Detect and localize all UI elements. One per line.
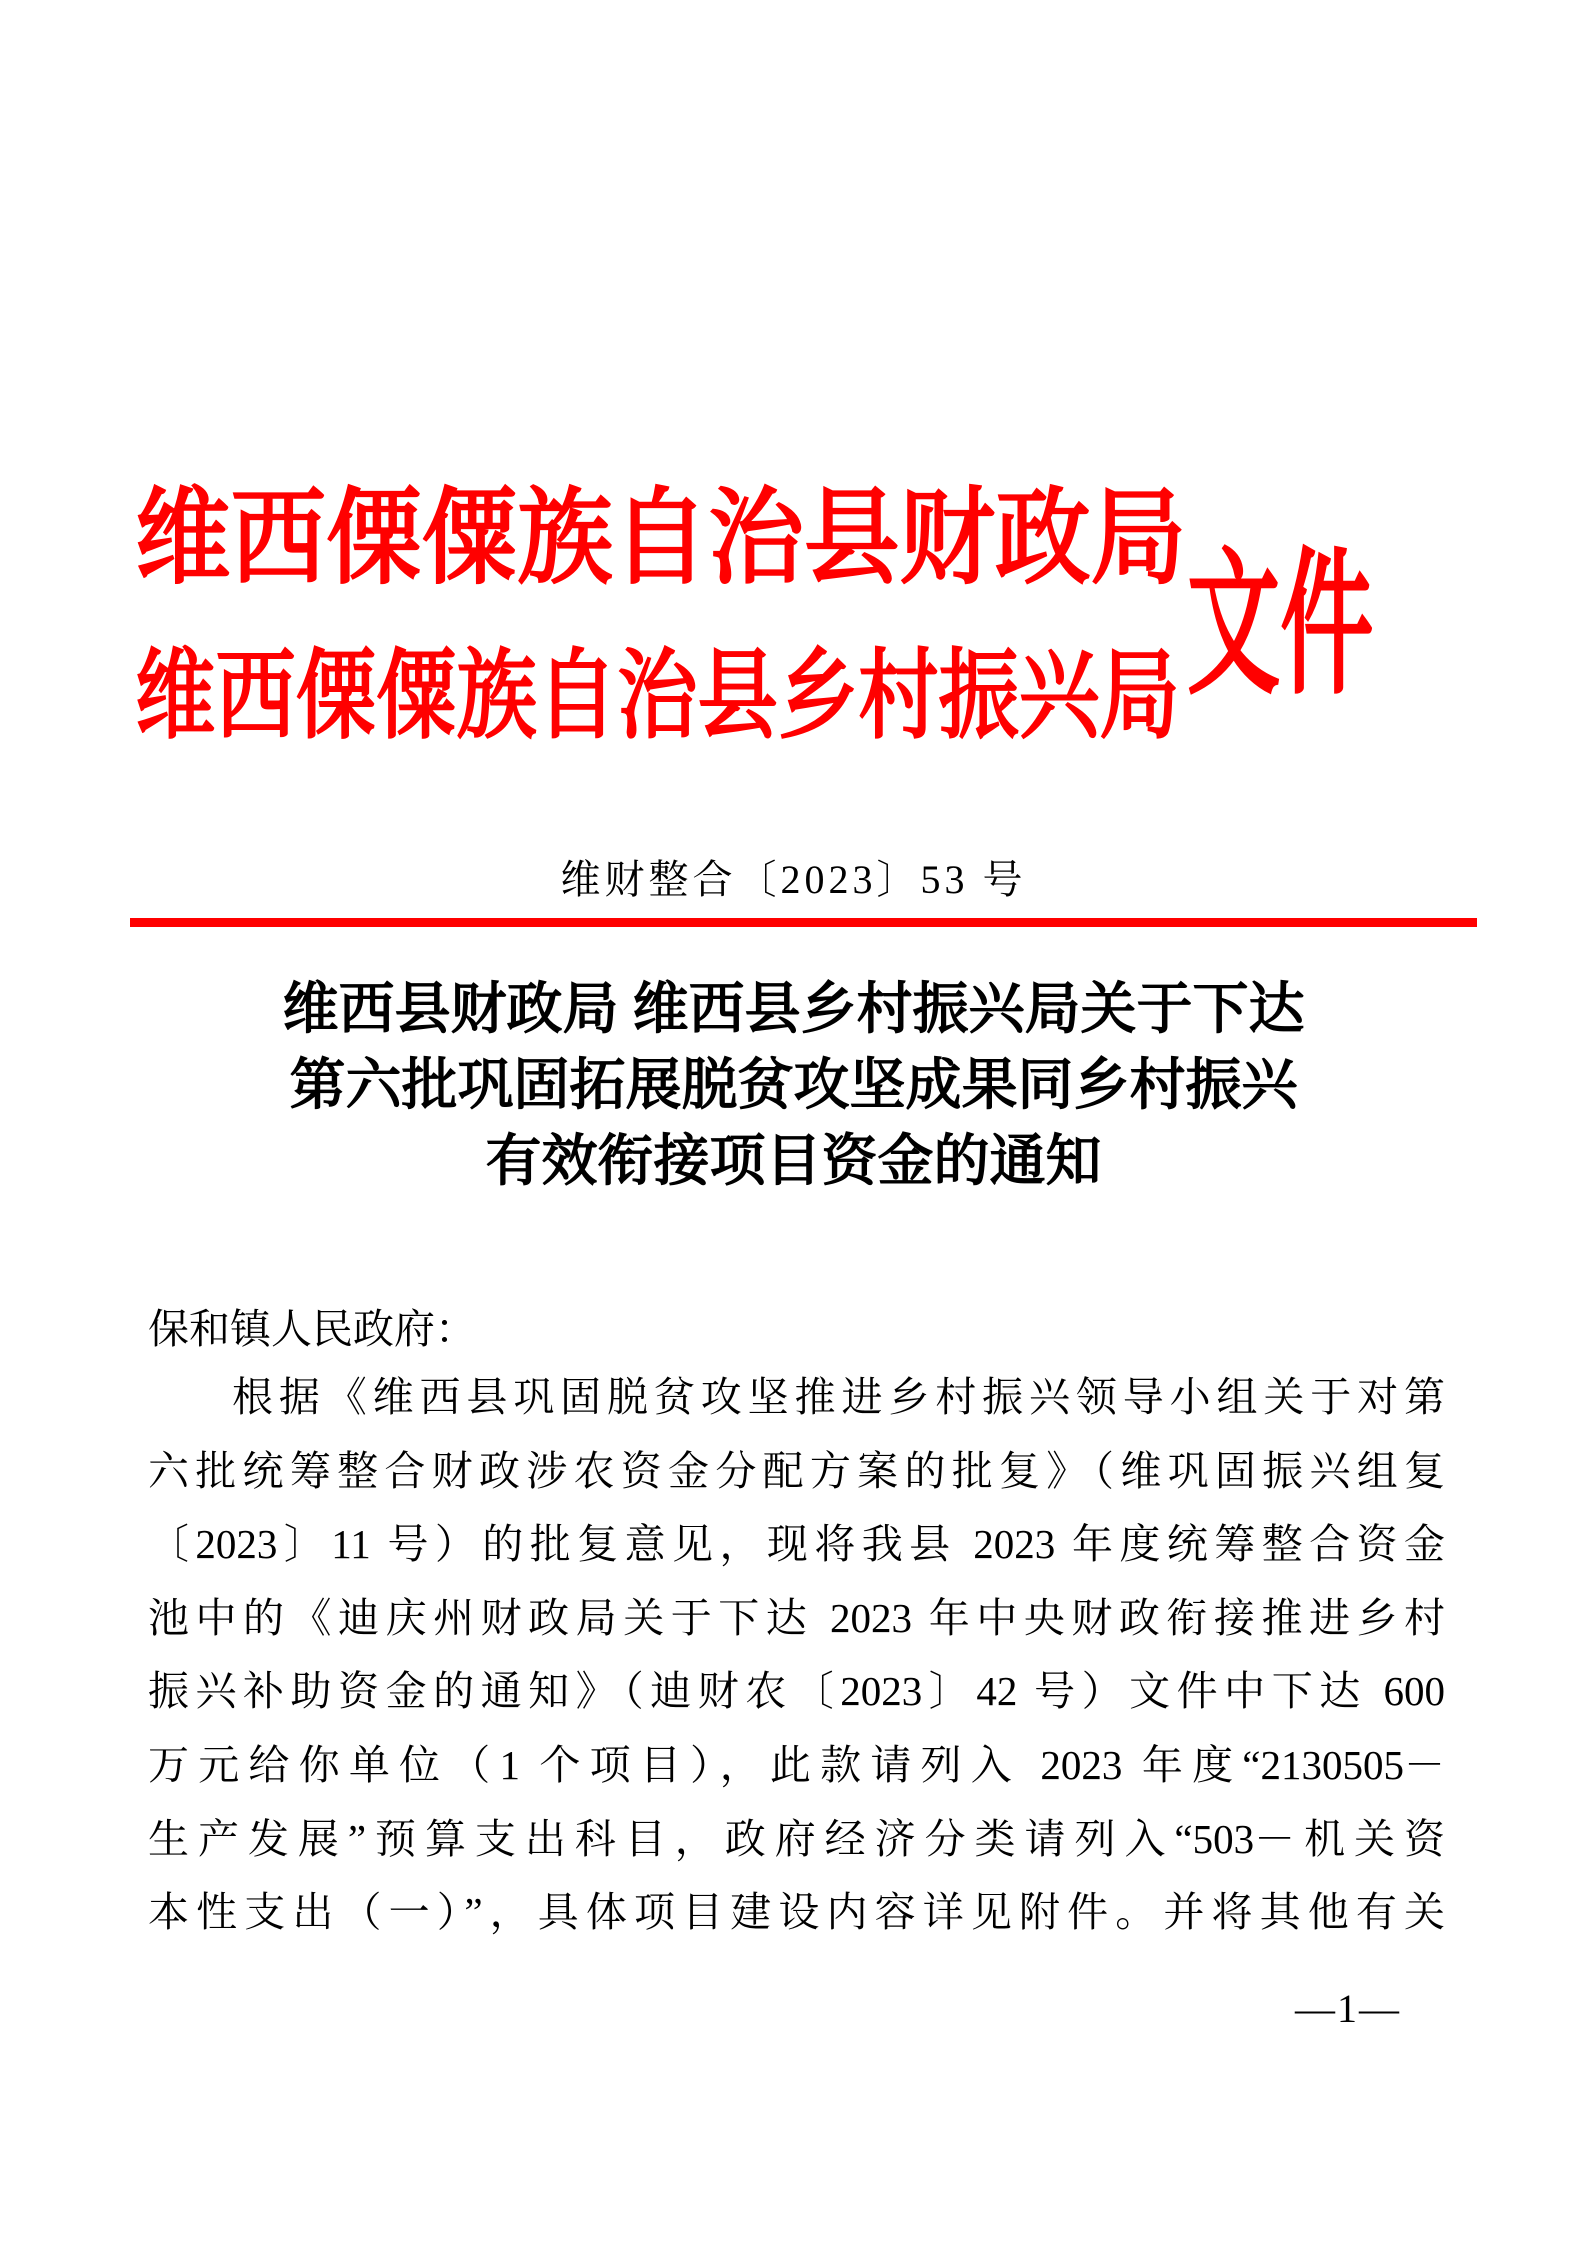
page-number: —1— xyxy=(1295,1986,1401,2031)
body-paragraph xyxy=(148,1361,1445,1950)
body-line: 六批统筹整合财政涉农资金分配方案的批复》（维巩固振兴组复 xyxy=(148,1447,1445,1494)
recipient-line: 保和镇人民政府： xyxy=(148,1306,476,1352)
title-line-2: 第六批巩固拓展脱贫攻坚成果同乡村振兴 xyxy=(289,1055,1298,1117)
body-line: 本性支出（一）”，具体项目建设内容详见附件。并将其他有关 xyxy=(148,1889,1445,1936)
document-title xyxy=(0,972,1587,1200)
body-line: 万元给你单位（1 个项目），此款请列入 2023 年度“2130505－ xyxy=(148,1741,1445,1788)
reference-number: 维财整合〔2023〕53 号 xyxy=(560,857,1027,902)
red-separator-line xyxy=(130,918,1477,927)
doc-type-label: 文件 xyxy=(1187,539,1374,714)
org-name-line2: 维西傈僳族自治县乡村振兴局 xyxy=(135,643,1180,751)
body-line: 根据《维西县巩固脱贫攻坚推进乡村振兴领导小组关于对第 xyxy=(232,1374,1445,1420)
org-name-line1: 维西傈僳族自治县财政局 xyxy=(135,480,1187,597)
body-line: 〔2023〕11 号）的批复意见，现将我县 2023 年度统筹整合资金 xyxy=(148,1521,1445,1568)
title-line-3: 有效衔接项目资金的通知 xyxy=(485,1131,1102,1193)
body-line: 振兴补助资金的通知》（迪财农〔2023〕42 号）文件中下达 600 xyxy=(148,1668,1445,1715)
body-line: 生产发展”预算支出科目，政府经济分类请列入“503－机关资 xyxy=(148,1815,1445,1862)
title-line-1: 维西县财政局 维西县乡村振兴局关于下达 xyxy=(282,979,1305,1041)
body-line: 池中的《迪庆州财政局关于下达 2023 年中央财政衔接推进乡村 xyxy=(148,1594,1445,1641)
